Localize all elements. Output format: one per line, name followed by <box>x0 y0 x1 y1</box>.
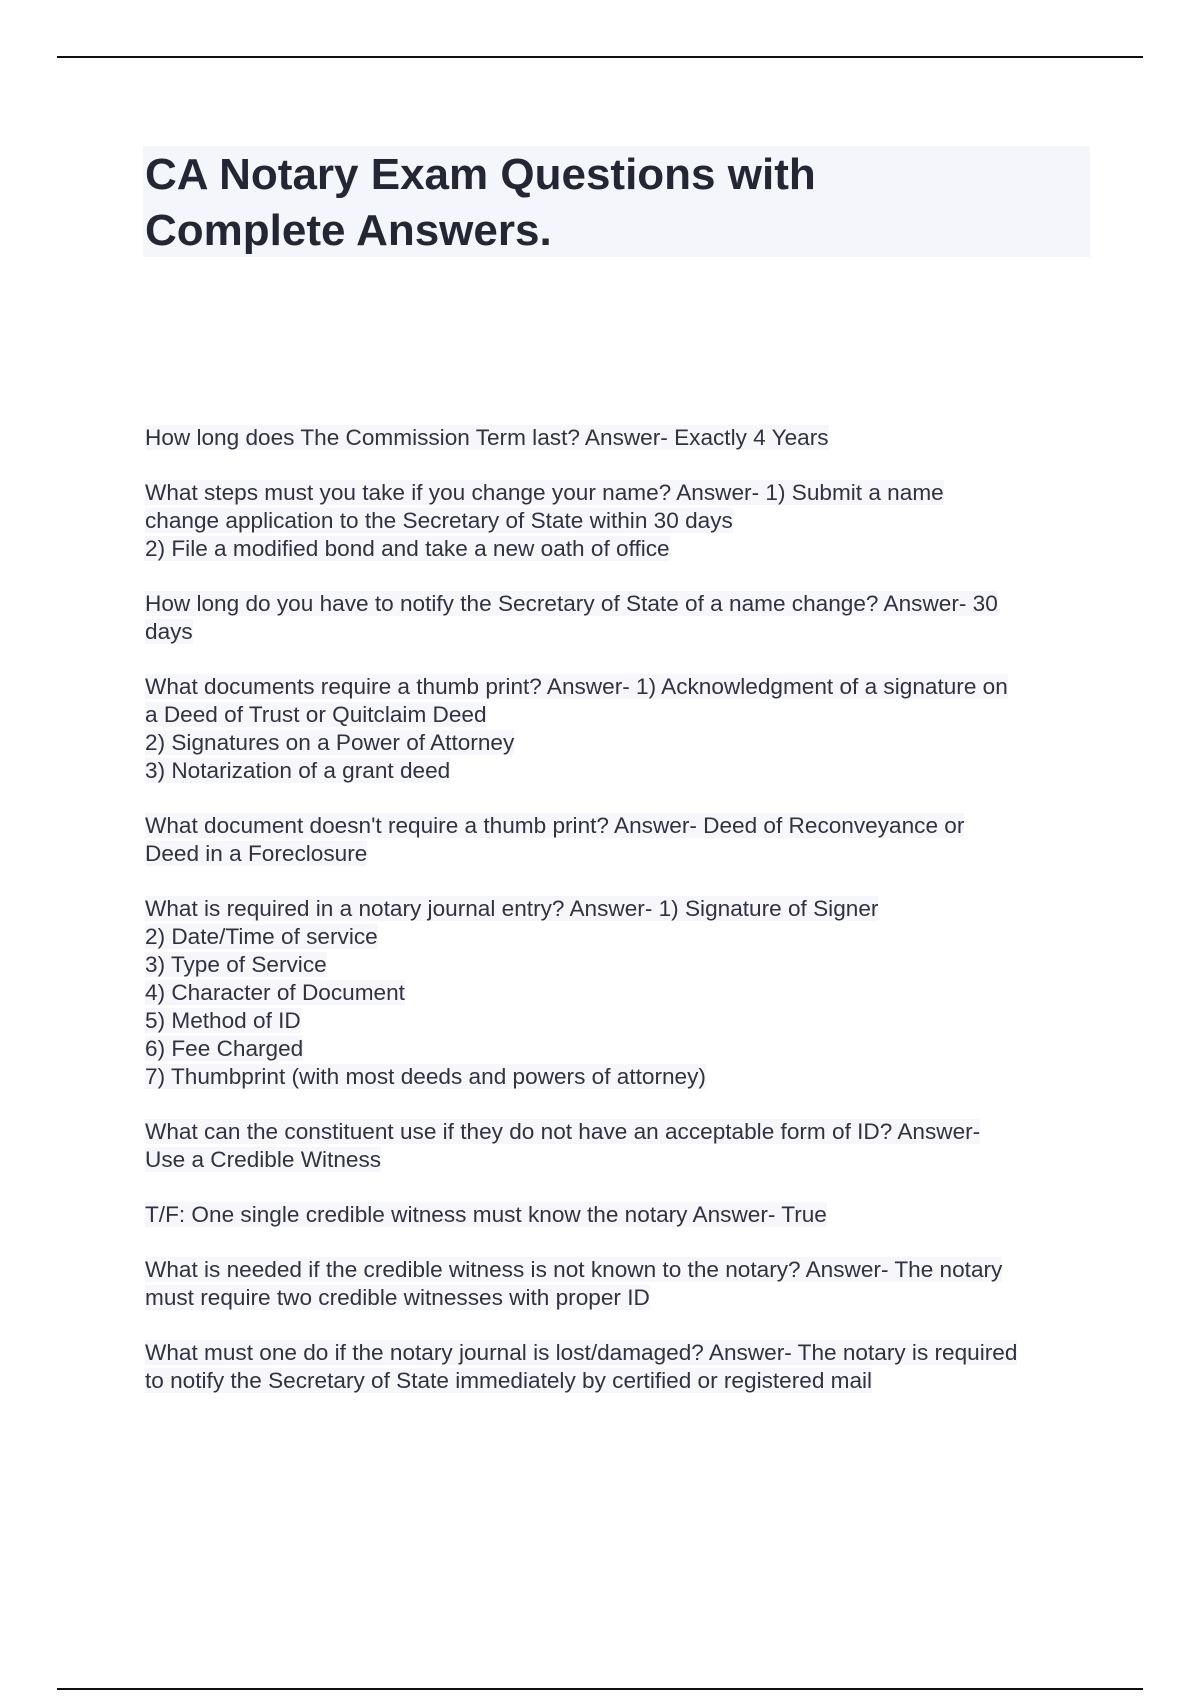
qa-item <box>145 1201 1095 1229</box>
qa-line: What document doesn't require a thumb print? Answer- Deed of Reconveyance or <box>145 813 965 838</box>
qa-line: 2) Signatures on a Power of Attorney <box>145 730 515 755</box>
qa-item <box>145 1339 1095 1395</box>
qa-item <box>145 424 1095 452</box>
qa-item <box>145 895 1095 1091</box>
qa-line: must require two credible witnesses with proper ID <box>145 1285 650 1310</box>
qa-line: 5) Method of ID <box>145 1008 301 1033</box>
qa-line: 3) Type of Service <box>145 952 327 977</box>
qa-line: 2) Date/Time of service <box>145 924 378 949</box>
qa-line: What documents require a thumb print? Answer- 1) Acknowledgment of a signature on <box>145 674 1008 699</box>
qa-line: a Deed of Trust or Quitclaim Deed <box>145 702 487 727</box>
qa-line: What is needed if the credible witness is not known to the notary? Answer- The notary <box>145 1257 1003 1282</box>
qa-item <box>145 1118 1095 1174</box>
title-block <box>143 146 1090 257</box>
qa-line: to notify the Secretary of State immediately by certified or registered mail <box>145 1368 873 1393</box>
qa-line: 6) Fee Charged <box>145 1036 304 1061</box>
qa-line: What must one do if the notary journal is lost/damaged? Answer- The notary is required <box>145 1340 1018 1365</box>
qa-item <box>145 479 1095 563</box>
qa-item <box>145 590 1095 646</box>
qa-line: change application to the Secretary of State within 30 days <box>145 508 733 533</box>
qa-line: How long do you have to notify the Secretary of State of a name change? Answer- 30 <box>145 591 998 616</box>
qa-item <box>145 812 1095 868</box>
qa-line: Use a Credible Witness <box>145 1147 382 1172</box>
qa-line: 2) File a modified bond and take a new oath of office <box>145 536 670 561</box>
qa-list <box>145 424 1095 1422</box>
top-rule <box>57 56 1143 58</box>
qa-line: 3) Notarization of a grant deed <box>145 758 451 783</box>
qa-line: How long does The Commission Term last? Answer- Exactly 4 Years <box>145 425 829 450</box>
qa-line: What is required in a notary journal entry? Answer- 1) Signature of Signer <box>145 896 879 921</box>
qa-line: What can the constituent use if they do not have an acceptable form of ID? Answer- <box>145 1119 981 1144</box>
qa-line: T/F: One single credible witness must know the notary Answer- True <box>145 1202 827 1227</box>
qa-item <box>145 673 1095 785</box>
qa-item <box>145 1256 1095 1312</box>
qa-line: 7) Thumbprint (with most deeds and powers of attorney) <box>145 1064 706 1089</box>
qa-line: days <box>145 619 193 644</box>
page-title: CA Notary Exam Questions with Complete Answers. <box>145 150 816 255</box>
qa-line: Deed in a Foreclosure <box>145 841 368 866</box>
qa-line: What steps must you take if you change your name? Answer- 1) Submit a name <box>145 480 944 505</box>
bottom-rule <box>57 1688 1143 1690</box>
qa-line: 4) Character of Document <box>145 980 405 1005</box>
